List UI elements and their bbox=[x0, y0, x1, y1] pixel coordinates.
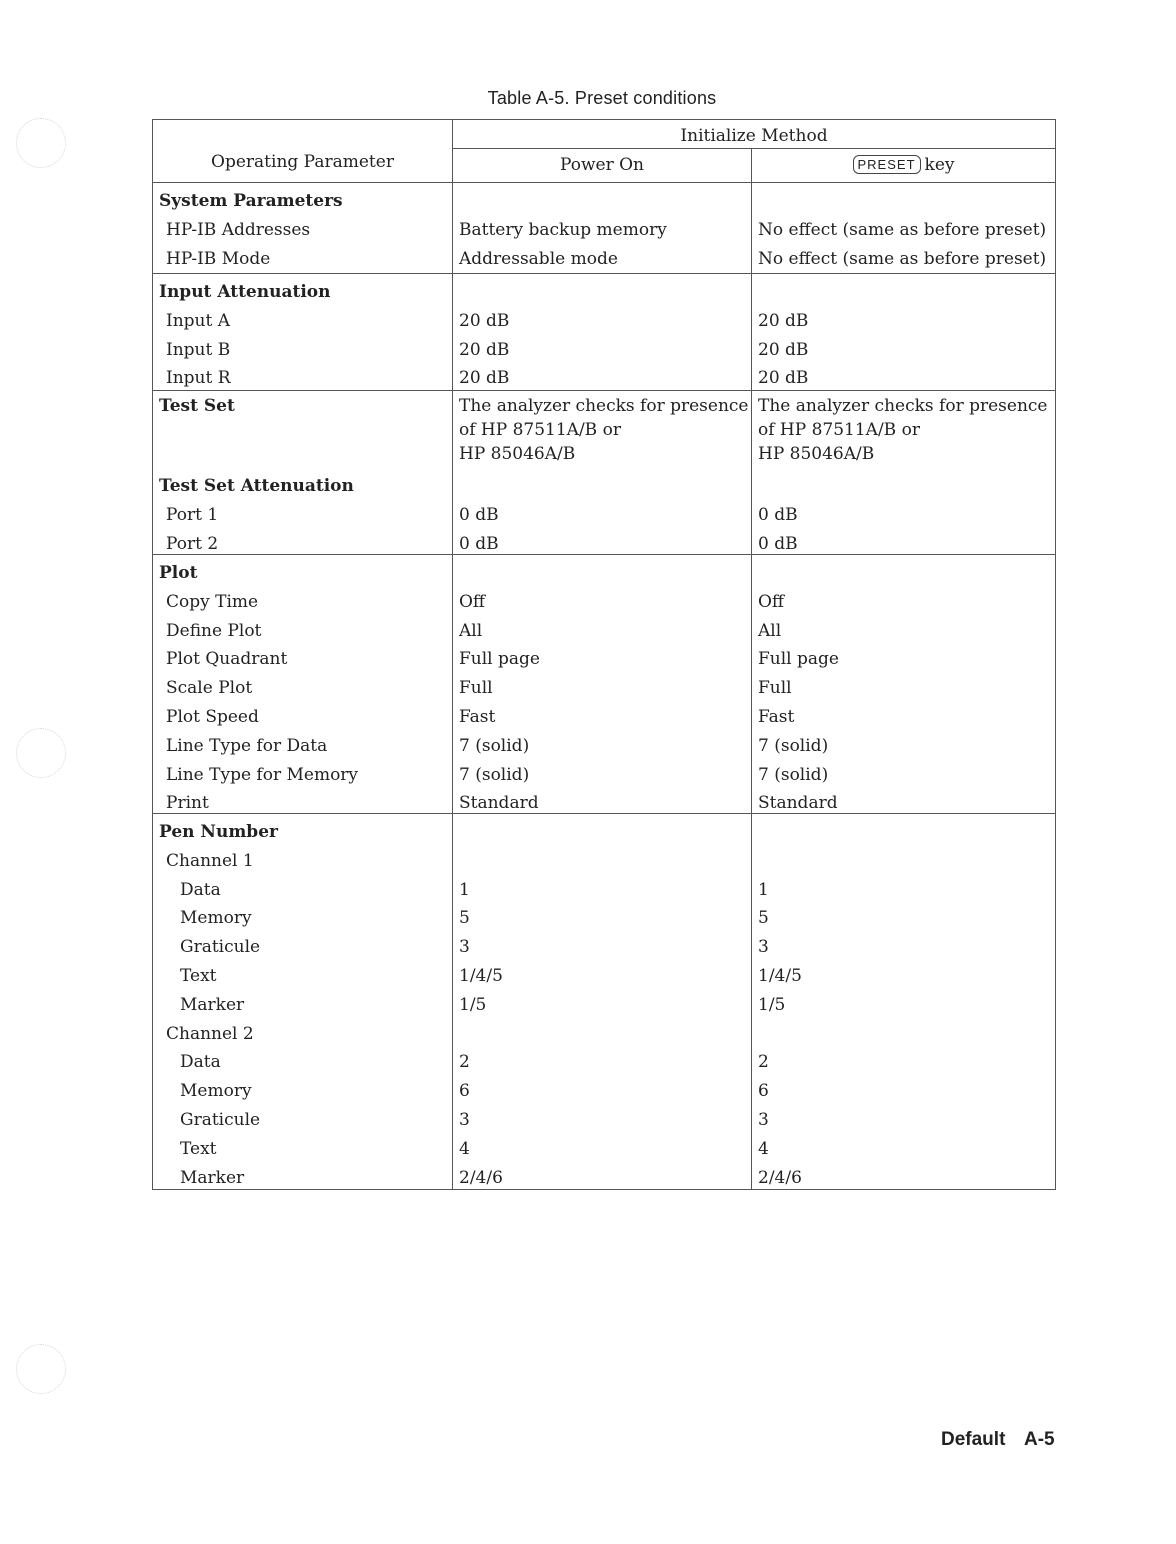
preset-value: 7 (solid) bbox=[758, 764, 829, 785]
punch-hole-top bbox=[16, 118, 66, 168]
power-on-value: Battery backup memory bbox=[459, 219, 667, 240]
preset-value: Standard bbox=[758, 793, 838, 814]
preset-value: Full page bbox=[758, 649, 839, 670]
preset-value: Full bbox=[758, 678, 792, 699]
preset-value: 20 dB bbox=[758, 310, 809, 331]
preset-value: 0 dB bbox=[758, 504, 798, 525]
param-label: Data bbox=[180, 1052, 221, 1073]
power-on-value: 2 bbox=[459, 1052, 470, 1073]
param-label: Line Type for Data bbox=[166, 735, 328, 756]
param-label: Input A bbox=[166, 310, 231, 331]
preset-value: All bbox=[758, 620, 782, 641]
preset-value: 1/5 bbox=[758, 994, 786, 1015]
param-label: Port 2 bbox=[166, 533, 219, 554]
preset-value: 3 bbox=[758, 1109, 769, 1130]
power-on-value: 20 dB bbox=[459, 339, 510, 360]
system-preset-column bbox=[752, 183, 1055, 273]
preset-key-suffix: key bbox=[924, 155, 955, 175]
preset-value: 2 bbox=[758, 1052, 769, 1073]
power-on-value: Off bbox=[459, 591, 486, 612]
spacer-line bbox=[459, 818, 751, 847]
testset-param-column bbox=[153, 391, 453, 554]
power-on-value: Fast bbox=[459, 706, 496, 727]
power-on-value: Standard bbox=[459, 793, 539, 814]
preset-value: 20 dB bbox=[758, 368, 809, 389]
section-input-attenuation bbox=[153, 274, 1055, 391]
preset-conditions-table bbox=[152, 119, 1056, 1190]
header-operating-parameter: Operating Parameter bbox=[153, 120, 453, 182]
attenuation-power-column bbox=[453, 274, 752, 390]
preset-value: 1 bbox=[758, 879, 769, 900]
param-label: Marker bbox=[180, 994, 245, 1015]
header-preset-key bbox=[752, 149, 1055, 182]
preset-value: 0 dB bbox=[758, 533, 798, 554]
power-on-value: HP 85046A/B bbox=[459, 444, 576, 464]
param-label: Memory bbox=[180, 908, 252, 929]
channel-label: Channel 2 bbox=[166, 1023, 254, 1044]
preset-value: 1/4/5 bbox=[758, 965, 802, 986]
attenuation-preset-column bbox=[752, 274, 1055, 390]
power-on-value: 1 bbox=[459, 879, 470, 900]
param-label: Plot Speed bbox=[166, 706, 259, 727]
pen-power-column bbox=[453, 814, 752, 1189]
spacer-line bbox=[459, 1020, 751, 1049]
section-test-set bbox=[153, 391, 1055, 555]
power-on-value: 2/4/6 bbox=[459, 1167, 503, 1188]
system-power-column bbox=[453, 183, 752, 273]
power-on-value: 3 bbox=[459, 1109, 470, 1130]
channel-label: Channel 1 bbox=[166, 850, 254, 871]
testset-power-column bbox=[453, 391, 752, 554]
param-label: Marker bbox=[180, 1167, 245, 1188]
param-label: Input R bbox=[166, 368, 231, 389]
preset-value: 3 bbox=[758, 937, 769, 958]
section-title: Input Attenuation bbox=[159, 282, 331, 302]
section-plot bbox=[153, 555, 1055, 814]
section-title: Test Set bbox=[159, 396, 235, 416]
param-label: Copy Time bbox=[166, 591, 259, 612]
param-label: Graticule bbox=[180, 937, 261, 958]
param-label: Scale Plot bbox=[166, 678, 253, 699]
power-on-value: Full page bbox=[459, 649, 540, 670]
power-on-value: of HP 87511A/B or bbox=[459, 420, 621, 440]
power-on-value: 4 bbox=[459, 1138, 470, 1159]
spacer-line bbox=[459, 559, 751, 588]
power-on-value: The analyzer checks for presence bbox=[459, 396, 749, 416]
table-header bbox=[153, 120, 1055, 183]
spacer-line bbox=[159, 442, 452, 466]
header-initialize-method: Initialize Method bbox=[453, 120, 1055, 149]
param-label: HP-IB Mode bbox=[166, 248, 271, 269]
power-on-value: 6 bbox=[459, 1081, 470, 1102]
param-label: Text bbox=[180, 1138, 217, 1159]
section-title: System Parameters bbox=[159, 191, 343, 211]
spacer-line bbox=[459, 472, 751, 501]
attenuation-param-column bbox=[153, 274, 453, 390]
power-on-value: Addressable mode bbox=[459, 248, 618, 269]
preset-value: 20 dB bbox=[758, 339, 809, 360]
power-on-value: 1/5 bbox=[459, 994, 487, 1015]
spacer-line bbox=[758, 472, 1055, 501]
param-label: Port 1 bbox=[166, 504, 219, 525]
punch-hole-middle bbox=[16, 728, 66, 778]
param-label: Define Plot bbox=[166, 620, 262, 641]
spacer-line bbox=[758, 278, 1055, 307]
spacer-line bbox=[459, 278, 751, 307]
pen-preset-column bbox=[752, 814, 1055, 1189]
section-pen-number bbox=[153, 814, 1055, 1189]
punch-hole-bottom bbox=[16, 1344, 66, 1394]
system-param-column bbox=[153, 183, 453, 273]
spacer-line bbox=[758, 818, 1055, 847]
param-label: Text bbox=[180, 965, 217, 986]
spacer-line bbox=[758, 1020, 1055, 1049]
power-on-value: 20 dB bbox=[459, 368, 510, 389]
power-on-value: 0 dB bbox=[459, 504, 499, 525]
spacer-line bbox=[758, 847, 1055, 876]
table-caption: Table A-5. Preset conditions bbox=[487, 88, 717, 108]
section-system-parameters bbox=[153, 183, 1055, 274]
preset-value: 5 bbox=[758, 908, 769, 929]
power-on-value: All bbox=[459, 620, 483, 641]
power-on-value: 5 bbox=[459, 908, 470, 929]
plot-param-column bbox=[153, 555, 453, 813]
power-on-value: Full bbox=[459, 678, 493, 699]
param-label: Plot Quadrant bbox=[166, 649, 288, 670]
power-on-value: 0 dB bbox=[459, 533, 499, 554]
spacer-line bbox=[758, 559, 1055, 588]
section-title: Pen Number bbox=[159, 822, 278, 842]
header-power-on: Power On bbox=[453, 149, 752, 182]
plot-preset-column bbox=[752, 555, 1055, 813]
subsection-title: Test Set Attenuation bbox=[159, 476, 354, 496]
header-method-columns bbox=[453, 149, 1055, 182]
power-on-value: 7 (solid) bbox=[459, 764, 530, 785]
spacer-line bbox=[159, 418, 452, 442]
param-label: Data bbox=[180, 879, 221, 900]
preset-value: Off bbox=[758, 591, 785, 612]
testset-preset-column bbox=[752, 391, 1055, 554]
preset-value: Fast bbox=[758, 706, 795, 727]
param-label: Memory bbox=[180, 1081, 252, 1102]
spacer-line bbox=[459, 847, 751, 876]
header-initialize-group bbox=[453, 120, 1055, 182]
preset-value: of HP 87511A/B or bbox=[758, 420, 920, 440]
section-title: Plot bbox=[159, 563, 198, 583]
param-label: Line Type for Memory bbox=[166, 764, 359, 785]
param-label: Input B bbox=[166, 339, 231, 360]
preset-value: 6 bbox=[758, 1081, 769, 1102]
page-footer: Default A-5 bbox=[941, 1429, 1055, 1450]
preset-value: HP 85046A/B bbox=[758, 444, 875, 464]
param-label: Print bbox=[166, 793, 209, 814]
preset-value: No effect (same as before preset) bbox=[758, 248, 1047, 269]
power-on-value: 20 dB bbox=[459, 310, 510, 331]
power-on-value: 3 bbox=[459, 937, 470, 958]
preset-value: 4 bbox=[758, 1138, 769, 1159]
param-label: Graticule bbox=[180, 1109, 261, 1130]
pen-param-column bbox=[153, 814, 453, 1189]
power-on-value: 7 (solid) bbox=[459, 735, 530, 756]
preset-value: 7 (solid) bbox=[758, 735, 829, 756]
preset-value: 2/4/6 bbox=[758, 1167, 802, 1188]
plot-power-column bbox=[453, 555, 752, 813]
spacer-line bbox=[459, 187, 751, 216]
spacer-line bbox=[758, 187, 1055, 216]
preset-value: No effect (same as before preset) bbox=[758, 219, 1047, 240]
preset-key-cap: PRESET bbox=[853, 155, 921, 174]
power-on-value: 1/4/5 bbox=[459, 965, 503, 986]
preset-value: The analyzer checks for presence bbox=[758, 396, 1048, 416]
param-label: HP-IB Addresses bbox=[166, 219, 311, 240]
